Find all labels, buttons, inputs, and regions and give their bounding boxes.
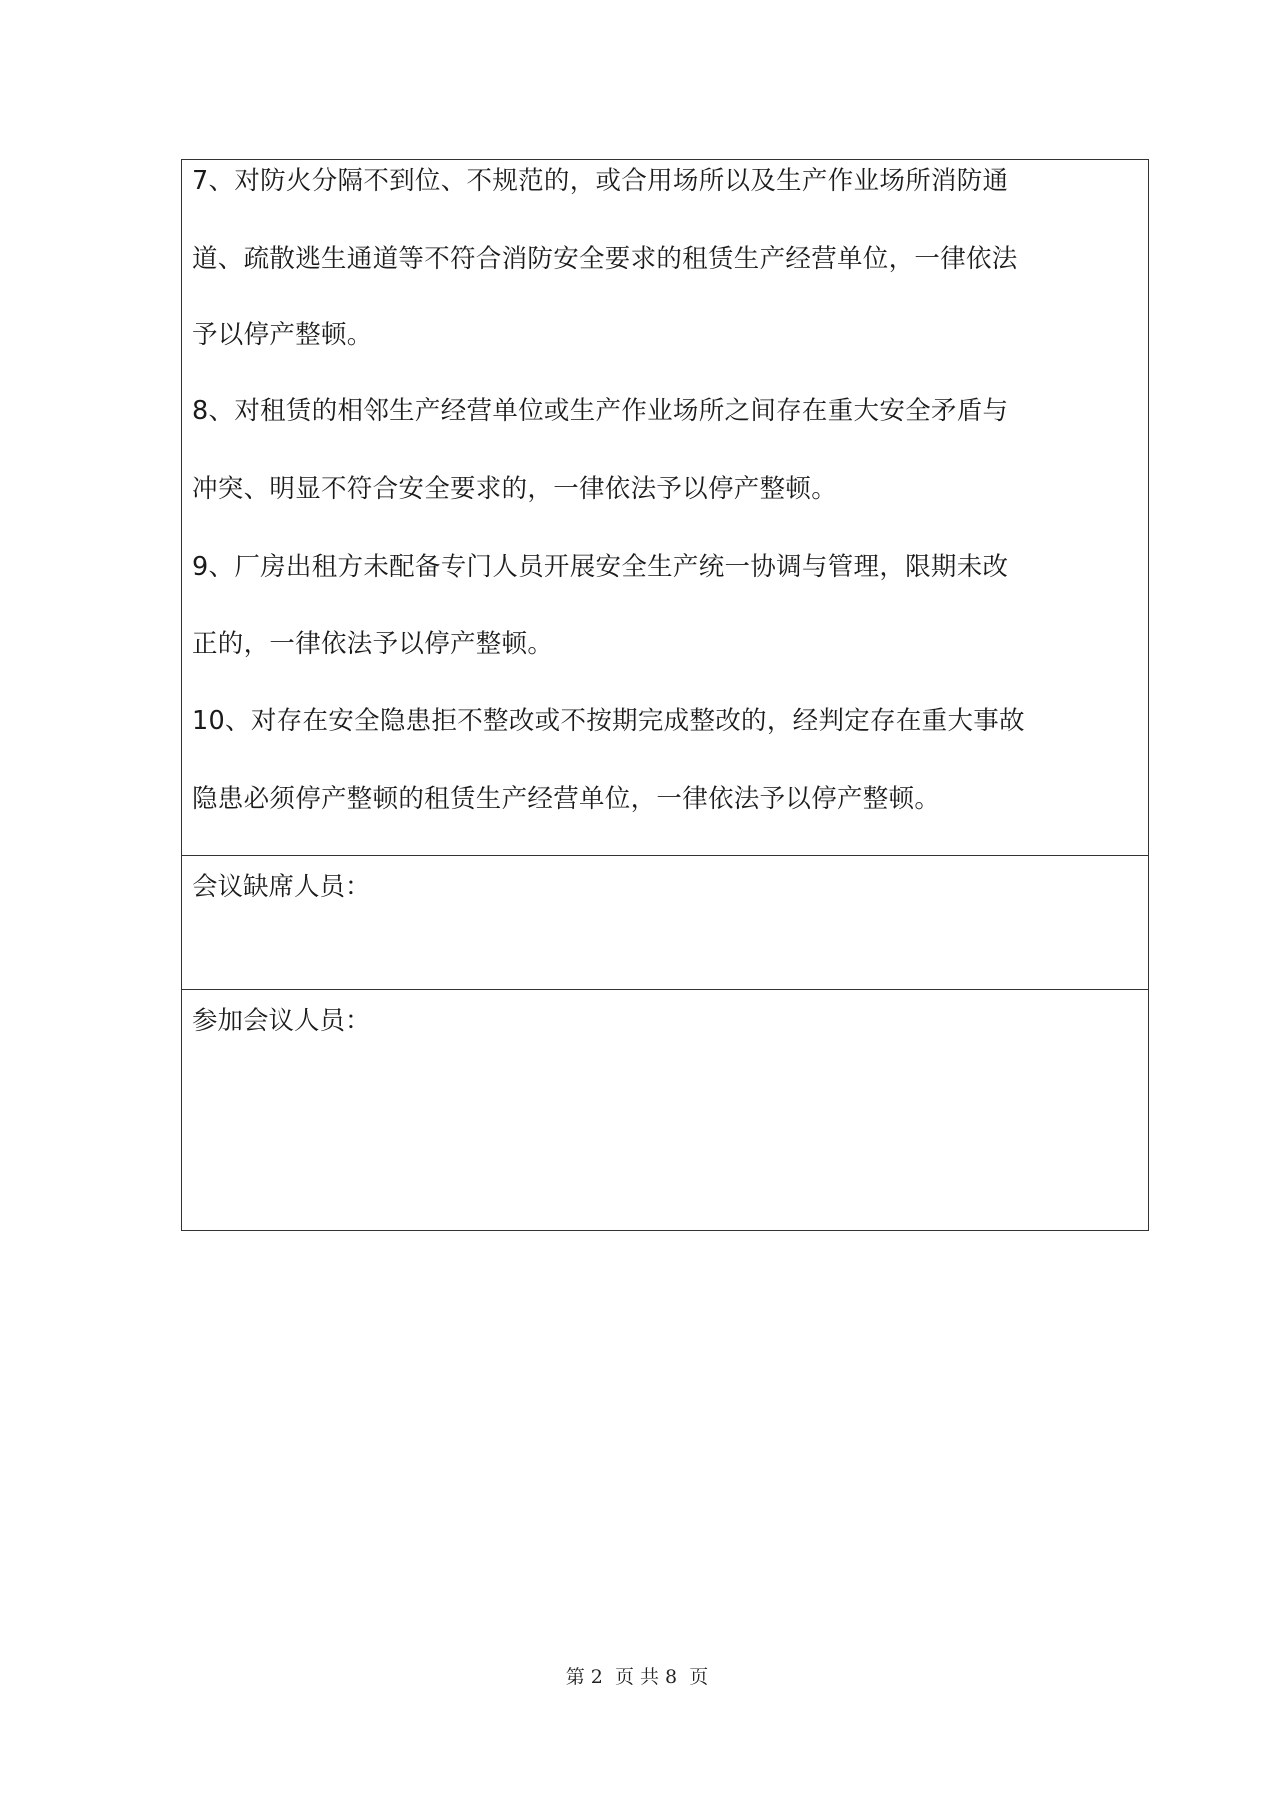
- paragraph-line: 予以停产整顿。: [192, 320, 373, 350]
- absent-members-cell: [182, 856, 1148, 990]
- content-cell: [182, 160, 1148, 856]
- paragraph-line: 冲突、明显不符合安全要求的，一律依法予以停产整顿。: [192, 474, 838, 504]
- absent-members-label: 会议缺席人员：: [192, 872, 371, 902]
- document-table: [181, 159, 1149, 1231]
- paragraph-line: 7、对防火分隔不到位、不规范的，或合用场所以及生产作业场所消防通: [192, 166, 1009, 196]
- page-number-footer: 第 2 页 共 8 页: [565, 1666, 709, 1688]
- paragraph-line: 隐患必须停产整顿的租赁生产经营单位，一律依法予以停产整顿。: [192, 784, 941, 814]
- paragraph-line: 10、对存在安全隐患拒不整改或不按期完成整改的，经判定存在重大事故: [192, 706, 1025, 736]
- paragraph-line: 道、疏散逃生通道等不符合消防安全要求的租赁生产经营单位，一律依法: [192, 244, 1018, 274]
- attendees-label: 参加会议人员：: [192, 1006, 371, 1036]
- paragraph-line: 正的，一律依法予以停产整顿。: [192, 629, 554, 659]
- paragraph-line: 9、厂房出租方未配备专门人员开展安全生产统一协调与管理，限期未改: [192, 552, 1009, 582]
- attendees-cell: [182, 990, 1148, 1230]
- paragraph-line: 8、对租赁的相邻生产经营单位或生产作业场所之间存在重大安全矛盾与: [192, 396, 1009, 426]
